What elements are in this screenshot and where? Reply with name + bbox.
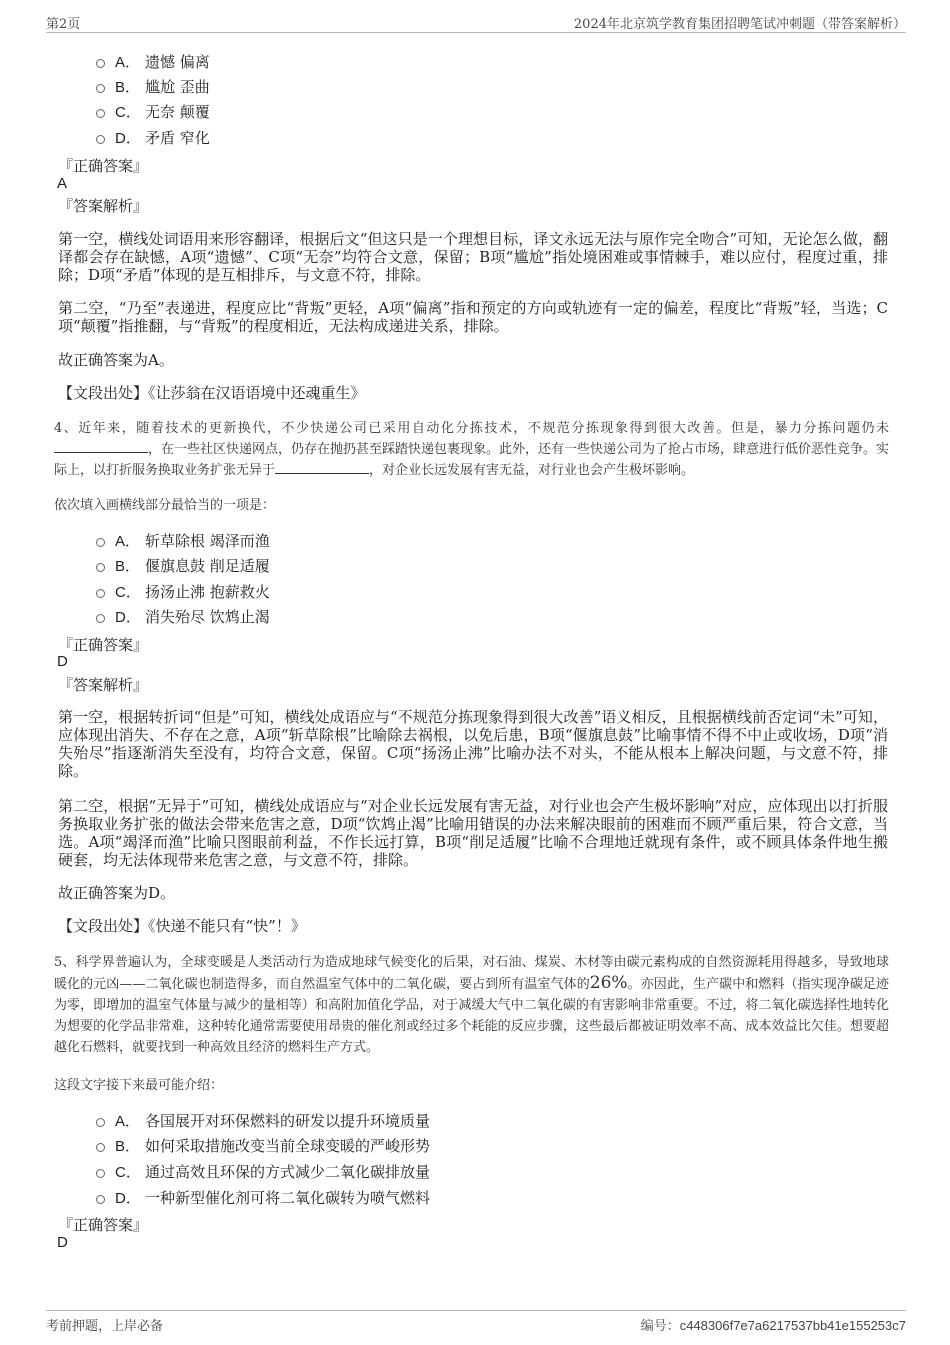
- q3-analysis-paragraph-2: 第二空，“乃至”表递进，程度应比“背叛”更轻，A项“偏离”指和预定的方向或轨迹有一定的偏差，程度比“背叛”轻，当选；C项“颠覆”指推翻，与“背叛”的程度相近，无法构成递进关系，排除。: [58, 299, 888, 335]
- footer-slogan: 考前押题，上岸必备: [46, 1319, 164, 1334]
- radio-icon[interactable]: [96, 538, 105, 547]
- radio-icon[interactable]: [96, 1118, 105, 1127]
- q5-correct-answer-label: 『正确答案』: [58, 1216, 149, 1234]
- fill-blank-2[interactable]: [275, 461, 369, 474]
- radio-icon[interactable]: [96, 84, 105, 93]
- q4-correct-answer-label: 『正确答案』: [58, 636, 149, 654]
- q5-option-b[interactable]: B． 如何采取措施改变当前全球变暖的严峻形势: [96, 1135, 430, 1156]
- q4-answer: D: [57, 653, 68, 670]
- radio-icon[interactable]: [96, 589, 105, 598]
- q5-option-d[interactable]: D． 一种新型催化剂可将二氧化碳转为喷气燃料: [96, 1187, 430, 1208]
- radio-icon[interactable]: [96, 1169, 105, 1178]
- q4-option-d[interactable]: D． 消失殆尽 饮鸩止渴: [96, 606, 270, 627]
- radio-icon[interactable]: [96, 1143, 105, 1152]
- q5-option-a[interactable]: A． 各国展开对环保燃料的研发以提升环境质量: [96, 1110, 430, 1131]
- q5-answer: D: [57, 1234, 68, 1251]
- q4-source: 【文段出处】《快递不能只有“快”！》: [58, 917, 306, 935]
- q4-stem: 4、近年来，随着技术的更新换代，不少快递公司已采用自动化分拣技术，不规范分拣现象得到很大改善。但是，暴力分拣问题仍未，在一些社区快递网点，仍存在抛扔甚至踩踏快递包裹现象。此外，还有一些快递公司为了抢占市场，肆意进行低价恶性竞争。实际上，以打折服务换取业务扩张无异于 ，对企业长远发展有害无益，对行业也会产生极坏影响。: [54, 421, 890, 478]
- q3-answer: A: [57, 175, 68, 192]
- q3-option-c[interactable]: C． 无奈 颠覆: [96, 101, 210, 122]
- fill-blank-1[interactable]: [54, 440, 148, 453]
- radio-icon[interactable]: [96, 59, 105, 68]
- footer-serial: 编号：c448306f7e7a6217537bb41e155253c7: [640, 1318, 906, 1333]
- q3-option-d[interactable]: D． 矛盾 窄化: [96, 127, 210, 148]
- q3-option-a[interactable]: A． 遗憾 偏离: [96, 51, 210, 72]
- page-number: 第2页: [46, 17, 81, 32]
- percentage-value: 26%: [589, 973, 628, 993]
- q4-analysis-paragraph-1: 第一空，根据转折词“但是”可知，横线处成语应与“不规范分拣现象得到很大改善”语义相反，且根据横线前否定词“未”可知，应体现出消失、不存在之意，A项“斩草除根”比喻除去祸根，以免后患，B项“偃旗息鼓”比喻事情不得不中止或收场，D项“消失殆尽”指逐渐消失至没有，均符合文意，保留。C项“扬汤止沸”比喻办法不对头，不能从根本上解决问题，与文意不符，排除。: [58, 708, 888, 780]
- q3-analysis-paragraph-1: 第一空，横线处词语用来形容翻译，根据后文“但这只是一个理想目标，译文永远无法与原作完全吻合”可知，无论怎么做，翻译都会存在缺憾，A项“遗憾”、C项“无奈”均符合文意，保留；B项“尴尬”指处境困难或事情棘手，难以应付，程度过重，排除；D项“矛盾”体现的是互相排斥，与文意不符，排除。: [58, 230, 888, 284]
- q3-option-b[interactable]: B． 尴尬 歪曲: [96, 76, 210, 97]
- q4-prompt: 依次填入画横线部分最恰当的一项是：: [54, 498, 276, 513]
- q3-conclusion: 故正确答案为A。: [58, 351, 174, 369]
- q5-option-c[interactable]: C． 通过高效且环保的方式减少二氧化碳排放量: [96, 1161, 430, 1182]
- radio-icon[interactable]: [96, 563, 105, 572]
- q4-option-a[interactable]: A． 斩草除根 竭泽而渔: [96, 530, 270, 551]
- q5-stem: 5、科学界普遍认为，全球变暖是人类活动行为造成地球气候变化的后果，对石油、煤炭、木材等由碳元素构成的自然资源耗用得越多，导致地球暖化的元凶——二氧化碳也制造得多，而自然温室气体中的二氧化碳，要占到所有温室气体的26%。亦因此，生产碳中和燃料（指实现净碳足迹为零，即增加的温室气体量与减少的量相等）和高附加值化学品，对于减缓大气中二氧化碳的有害影响非常重要。不过，将二氧化碳选择性地转化为想要的化学品非常难，这种转化通常需要使用昂贵的催化剂或经过多个耗能的反应步骤，这些最后都被证明效率不高、成本效益比欠佳。想要超越化石燃料，就要找到一种高效且经济的燃料生产方式。: [54, 955, 889, 1055]
- page-footer: [46, 1310, 906, 1337]
- radio-icon[interactable]: [96, 109, 105, 118]
- radio-icon[interactable]: [96, 1195, 105, 1204]
- page-header: [46, 10, 906, 33]
- document-title: 2024年北京筑学教育集团招聘笔试冲刺题（带答案解析）: [573, 17, 906, 32]
- q4-conclusion: 故正确答案为D。: [58, 884, 176, 902]
- q4-analysis-paragraph-2: 第二空，根据“无异于”可知，横线处成语应与“对企业长远发展有害无益，对行业也会产生极坏影响”对应，应体现出以打折服务换取业务扩张的做法会带来危害之意，D项“饮鸩止渴”比喻用错误的办法来解决眼前的困难而不顾严重后果，符合文意，当选。A项“竭泽而渔”比喻只图眼前利益，不作长远打算，B项“削足适履”比喻不合理地迁就现有条件，或不顾具体条件地生搬硬套，均无法体现带来危害之意，与文意不符，排除。: [58, 797, 888, 869]
- q3-source: 【文段出处】《让莎翁在汉语语境中还魂重生》: [58, 384, 366, 402]
- q4-analysis-label: 『答案解析』: [58, 676, 149, 694]
- q4-option-b[interactable]: B． 偃旗息鼓 削足适履: [96, 555, 270, 576]
- q5-prompt: 这段文字接下来最可能介绍：: [54, 1078, 224, 1093]
- radio-icon[interactable]: [96, 135, 105, 144]
- q3-correct-answer-label: 『正确答案』: [58, 157, 149, 175]
- radio-icon[interactable]: [96, 614, 105, 623]
- q3-analysis-label: 『答案解析』: [58, 197, 149, 215]
- q4-option-c[interactable]: C． 扬汤止沸 抱薪救火: [96, 581, 270, 602]
